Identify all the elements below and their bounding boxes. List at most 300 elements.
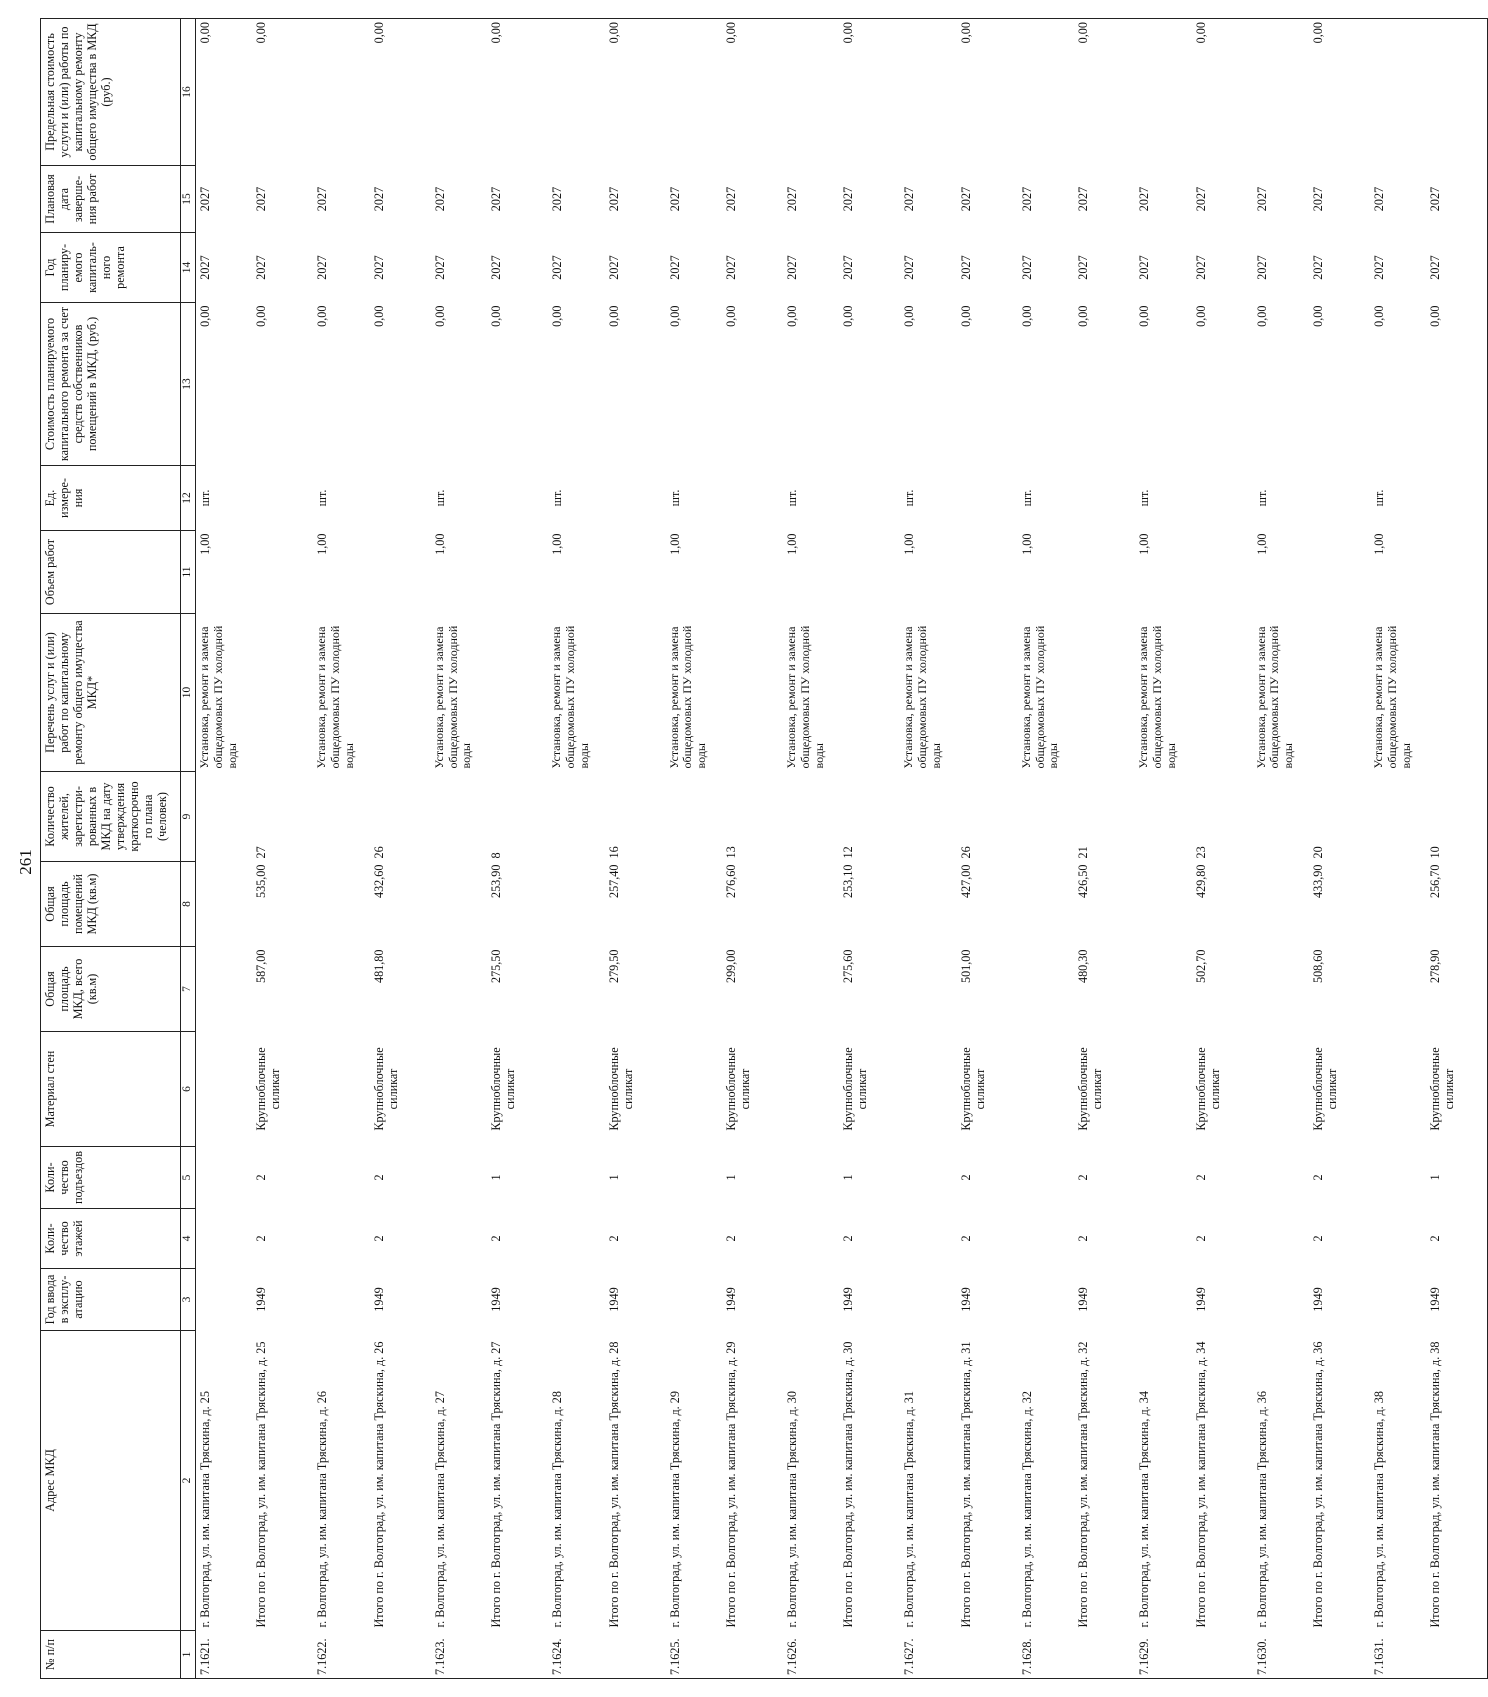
work-description — [475, 614, 548, 772]
work-description: Установка, ремонт и замена общедомовых ПУ холодной воды — [1370, 625, 1413, 769]
table-row — [1135, 19, 1179, 1679]
limit-cost: 0,00 — [1062, 19, 1135, 166]
floors: 2 — [606, 1235, 621, 1242]
end-date: 2027 — [1371, 186, 1386, 212]
repair-year: 2027 — [254, 255, 269, 280]
residents — [783, 772, 827, 862]
wall-material — [783, 1032, 827, 1147]
cost: 0,00 — [667, 305, 682, 327]
work-description: Установка, ремонт и замена общедомовых ПУ холодной воды — [783, 625, 826, 769]
limit-cost — [313, 19, 357, 166]
year-built — [548, 1269, 592, 1331]
address: г. Волгоград, ул. им. капитана Тряскина, д. 32 — [1019, 1391, 1034, 1628]
area-rooms: 257,40 — [606, 864, 621, 899]
unit: шт. — [667, 489, 682, 507]
work-volume: 1,00 — [315, 533, 330, 555]
limit-cost — [1135, 19, 1179, 166]
work-description: Установка, ремонт и замена общедомовых ПУ холодной воды — [431, 625, 474, 769]
end-date: 2027 — [667, 186, 682, 212]
table-row — [313, 19, 357, 1679]
year-built: 1949 — [489, 1287, 504, 1312]
page-number: 261 — [16, 849, 35, 875]
limit-cost: 0,00 — [945, 19, 1018, 166]
entrances — [548, 1147, 592, 1209]
residents: 23 — [1193, 846, 1208, 859]
work-description: Установка, ремонт и замена общедомовых ПУ холодной воды — [901, 625, 943, 769]
residents — [900, 772, 944, 862]
end-date: 2027 — [784, 186, 799, 212]
row-number: 7.1630. — [1253, 1631, 1297, 1679]
area-rooms — [196, 862, 241, 947]
row-number: 7.1626. — [783, 1631, 827, 1679]
unit — [358, 466, 431, 531]
area-rooms — [431, 862, 475, 947]
work-volume — [710, 531, 783, 614]
total-label: Итого по г. Волгоград, ул. им. капитана Тряскина, д. 26 — [371, 1341, 386, 1628]
column-number-5: 5 — [181, 1147, 196, 1209]
unit — [1062, 466, 1135, 531]
repair-year: 2027 — [198, 255, 212, 280]
end-date: 2027 — [371, 186, 386, 212]
work-description — [1414, 614, 1488, 772]
work-description — [240, 614, 313, 772]
area-total — [1370, 947, 1414, 1032]
residents: 16 — [606, 846, 621, 859]
residents — [666, 772, 710, 862]
work-description — [710, 614, 783, 772]
cost: 0,00 — [198, 305, 212, 327]
limit-cost — [1414, 19, 1488, 166]
column-number-14: 14 — [181, 233, 196, 303]
cost: 0,00 — [315, 305, 330, 327]
total-row — [358, 19, 431, 1679]
area-rooms — [1253, 862, 1297, 947]
limit-cost — [1253, 19, 1297, 166]
repair-year: 2027 — [958, 255, 973, 280]
row-number: 7.1624. — [548, 1631, 592, 1679]
work-volume — [1062, 531, 1135, 614]
address: г. Волгоград, ул. им. капитана Тряскина, д. 31 — [902, 1391, 917, 1628]
wall-material — [431, 1032, 475, 1147]
cost: 0,00 — [1193, 305, 1208, 327]
limit-cost: 0,00 — [358, 19, 431, 166]
wall-material: Крупноблочные силикат — [489, 1047, 518, 1131]
cost: 0,00 — [1310, 305, 1325, 327]
area-total: 501,00 — [958, 949, 973, 984]
entrances: 2 — [254, 1174, 269, 1181]
total-label: Итого по г. Волгоград, ул. им. капитана Тряскина, д. 38 — [1414, 1331, 1488, 1631]
entrances — [1135, 1147, 1179, 1209]
column-number-13: 13 — [181, 303, 196, 466]
limit-cost — [548, 19, 592, 166]
limit-cost — [1370, 19, 1414, 166]
repair-year: 2027 — [902, 255, 917, 280]
end-date: 2027 — [1254, 186, 1269, 212]
residents: 12 — [841, 846, 856, 859]
wall-material — [666, 1032, 710, 1147]
column-header-1: № п/п — [41, 1631, 181, 1679]
total-row — [710, 19, 783, 1679]
floors — [666, 1209, 710, 1269]
total-label: Итого по г. Волгоград, ул. им. капитана Тряскина, д. 34 — [1193, 1341, 1208, 1628]
area-rooms: 276,60 — [723, 864, 738, 899]
end-date: 2027 — [1414, 166, 1488, 233]
column-number-15: 15 — [181, 166, 196, 233]
unit: шт. — [1137, 489, 1152, 507]
residents — [1018, 772, 1062, 862]
year-built: 1949 — [1193, 1287, 1208, 1312]
repair-year: 2027 — [784, 255, 799, 280]
limit-cost: 0,00 — [196, 19, 241, 166]
floors — [783, 1209, 827, 1269]
wall-material: Крупноблочные силикат — [1310, 1047, 1339, 1131]
residents — [1253, 772, 1297, 862]
cost: 0,00 — [550, 305, 565, 327]
cost: 0,00 — [1254, 305, 1269, 327]
wall-material: Крупноблочные силикат — [841, 1047, 870, 1131]
year-built: 1949 — [606, 1287, 621, 1312]
row-number: 7.1623. — [431, 1631, 475, 1679]
work-volume — [945, 531, 1018, 614]
wall-material: Крупноблочные силикат — [371, 1047, 400, 1131]
column-number-8: 8 — [181, 862, 196, 947]
residents: 13 — [723, 846, 738, 859]
unit: шт. — [198, 489, 212, 507]
entrances: 1 — [1414, 1147, 1488, 1209]
residents — [548, 772, 592, 862]
year-built: 1949 — [723, 1287, 738, 1312]
unit: шт. — [902, 489, 917, 507]
column-header-15: Плановая дата заверше-ния работ — [41, 166, 181, 233]
cost: 0,00 — [841, 305, 856, 327]
area-total — [431, 947, 475, 1032]
entrances — [1370, 1147, 1414, 1209]
unit: шт. — [432, 489, 447, 507]
row-number — [240, 1631, 313, 1679]
year-built: 1949 — [254, 1287, 269, 1312]
area-total: 299,00 — [723, 949, 738, 984]
limit-cost: 0,00 — [475, 19, 548, 166]
repair-year: 2027 — [1019, 255, 1034, 280]
row-number: 7.1628. — [1018, 1631, 1062, 1679]
wall-material — [1135, 1032, 1179, 1147]
header-row — [41, 19, 181, 1679]
floors: 2 — [958, 1235, 973, 1242]
residents — [196, 772, 241, 862]
year-built: 1949 — [371, 1287, 386, 1312]
row-number — [1297, 1631, 1370, 1679]
column-header-14: Год планиру-емого капиталь-ного ремонта — [41, 233, 181, 303]
entrances: 2 — [1076, 1174, 1091, 1181]
end-date: 2027 — [432, 186, 447, 212]
unit — [475, 466, 548, 531]
entrances — [431, 1147, 475, 1209]
work-volume: 1,00 — [1254, 533, 1269, 555]
floors — [196, 1209, 241, 1269]
floors — [1253, 1209, 1297, 1269]
limit-cost — [900, 19, 944, 166]
year-built — [1135, 1269, 1179, 1331]
address: г. Волгоград, ул. им. капитана Тряскина, д. 27 — [432, 1391, 447, 1628]
year-built — [431, 1269, 475, 1331]
area-rooms: 253,90 — [489, 864, 504, 899]
area-total — [1018, 947, 1062, 1032]
work-volume: 1,00 — [550, 533, 565, 555]
repair-year: 2027 — [1193, 255, 1208, 280]
row-number: 7.1622. — [313, 1631, 357, 1679]
entrances — [196, 1147, 241, 1209]
year-built: 1949 — [958, 1287, 973, 1312]
area-rooms: 535,00 — [254, 864, 269, 899]
row-number: 7.1625. — [666, 1631, 710, 1679]
end-date: 2027 — [1193, 186, 1208, 212]
table-row — [548, 19, 592, 1679]
work-description — [1297, 614, 1370, 772]
limit-cost — [1018, 19, 1062, 166]
end-date: 2027 — [841, 186, 856, 212]
cost: 0,00 — [489, 305, 504, 327]
row-number: 7.1621. — [196, 1631, 241, 1679]
row-number: 7.1629. — [1135, 1631, 1179, 1679]
work-description — [827, 614, 900, 772]
total-label: Итого по г. Волгоград, ул. им. капитана Тряскина, д. 25 — [254, 1341, 269, 1628]
year-built — [783, 1269, 827, 1331]
area-total — [900, 947, 944, 1032]
column-header-7: Общая площадь МКД, всего (кв.м) — [41, 947, 181, 1032]
year-built: 1949 — [1310, 1287, 1325, 1312]
table-row — [1018, 19, 1062, 1679]
total-label: Итого по г. Волгоград, ул. им. капитана Тряскина, д. 36 — [1310, 1341, 1325, 1628]
limit-cost — [431, 19, 475, 166]
table-header — [41, 19, 196, 1679]
cost: 0,00 — [1414, 303, 1488, 466]
unit — [710, 466, 783, 531]
work-description — [1180, 614, 1253, 772]
entrances: 1 — [489, 1174, 504, 1181]
wall-material: Крупноблочные силикат — [606, 1047, 635, 1131]
floors: 2 — [723, 1235, 738, 1242]
total-row — [475, 19, 548, 1679]
cost: 0,00 — [784, 305, 799, 327]
wall-material: Крупноблочные силикат — [1414, 1032, 1488, 1147]
column-header-2: Адрес МКД — [41, 1331, 181, 1631]
end-date: 2027 — [606, 186, 621, 212]
floors — [313, 1209, 357, 1269]
end-date: 2027 — [1310, 186, 1325, 212]
work-volume — [475, 531, 548, 614]
floors — [900, 1209, 944, 1269]
limit-cost — [783, 19, 827, 166]
wall-material — [900, 1032, 944, 1147]
area-rooms: 433,90 — [1310, 864, 1325, 899]
work-volume: 1,00 — [1371, 533, 1386, 555]
column-header-11: Объем работ — [41, 531, 181, 614]
entrances — [900, 1147, 944, 1209]
wall-material — [1370, 1032, 1414, 1147]
wall-material — [548, 1032, 592, 1147]
cost: 0,00 — [371, 305, 386, 327]
column-number-1: 1 — [181, 1631, 196, 1679]
work-description: Установка, ремонт и замена общедомовых ПУ холодной воды — [666, 625, 709, 769]
work-volume: 1,00 — [1019, 533, 1034, 555]
entrances: 2 — [958, 1174, 973, 1181]
residents — [1370, 772, 1414, 862]
total-label: Итого по г. Волгоград, ул. им. капитана Тряскина, д. 31 — [958, 1341, 973, 1628]
total-row — [945, 19, 1018, 1679]
address: г. Волгоград, ул. им. капитана Тряскина, д. 28 — [550, 1391, 565, 1628]
year-built — [196, 1269, 241, 1331]
wall-material — [1253, 1032, 1297, 1147]
unit — [1180, 466, 1253, 531]
floors: 2 — [371, 1235, 386, 1242]
column-number-11: 11 — [181, 531, 196, 614]
total-row — [827, 19, 900, 1679]
area-rooms: 426,50 — [1076, 864, 1091, 899]
area-total — [666, 947, 710, 1032]
work-volume: 1,00 — [902, 533, 917, 555]
column-number-9: 9 — [181, 772, 196, 862]
work-volume: 1,00 — [198, 533, 212, 555]
area-total — [1253, 947, 1297, 1032]
entrances: 2 — [1193, 1174, 1208, 1181]
area-rooms: 427,00 — [958, 864, 973, 899]
table-body — [196, 19, 1488, 1679]
row-number — [1180, 1631, 1253, 1679]
unit — [593, 466, 666, 531]
row-number — [827, 1631, 900, 1679]
entrances — [783, 1147, 827, 1209]
limit-cost: 0,00 — [827, 19, 900, 166]
column-header-10: Перечень услуг и (или) работ по капитальному ремонту общего имущества МКД* — [41, 614, 181, 772]
floors: 2 — [254, 1235, 269, 1242]
unit: шт. — [784, 489, 799, 507]
year-built: 1949 — [1076, 1287, 1091, 1312]
work-description: Установка, ремонт и замена общедомовых ПУ холодной воды — [549, 625, 591, 769]
total-label: Итого по г. Волгоград, ул. им. капитана Тряскина, д. 27 — [489, 1341, 504, 1628]
cost: 0,00 — [723, 305, 738, 327]
total-row — [1062, 19, 1135, 1679]
row-number: 7.1631. — [1370, 1631, 1414, 1679]
residents: 8 — [489, 852, 504, 859]
address: г. Волгоград, ул. им. капитана Тряскина, д. 30 — [784, 1391, 799, 1628]
residents: 27 — [254, 846, 269, 859]
area-total: 278,90 — [1414, 947, 1488, 1032]
area-rooms — [1370, 862, 1414, 947]
residents: 20 — [1310, 846, 1325, 859]
table-row — [1370, 19, 1414, 1679]
repair-year: 2027 — [723, 255, 738, 280]
work-description: Установка, ремонт и замена общедомовых ПУ холодной воды — [1018, 625, 1061, 769]
entrances: 1 — [841, 1174, 856, 1181]
table-row — [431, 19, 475, 1679]
end-date: 2027 — [254, 186, 269, 212]
residents: 26 — [958, 846, 973, 859]
repair-year: 2027 — [550, 255, 565, 280]
work-description: Установка, ремонт и замена общедомовых ПУ холодной воды — [314, 625, 356, 769]
area-total: 481,80 — [371, 949, 386, 984]
total-label: Итого по г. Волгоград, ул. им. капитана Тряскина, д. 28 — [606, 1341, 621, 1628]
wall-material: Крупноблочные силикат — [1193, 1047, 1222, 1131]
work-volume — [1414, 531, 1488, 614]
address: г. Волгоград, ул. им. капитана Тряскина, д. 26 — [315, 1391, 330, 1628]
area-rooms — [1018, 862, 1062, 947]
column-header-12: Ед. измере-ния — [41, 466, 181, 531]
cost: 0,00 — [606, 305, 621, 327]
column-header-5: Коли-чество подъездов — [41, 1147, 181, 1209]
wall-material: Крупноблочные силикат — [958, 1047, 987, 1131]
unit — [240, 466, 313, 531]
unit — [1297, 466, 1370, 531]
table-row — [783, 19, 827, 1679]
column-number-16: 16 — [181, 19, 196, 166]
floors — [1018, 1209, 1062, 1269]
address: г. Волгоград, ул. им. капитана Тряскина, д. 34 — [1137, 1391, 1152, 1628]
unit: шт. — [1254, 489, 1269, 507]
floors: 2 — [841, 1235, 856, 1242]
end-date: 2027 — [489, 186, 504, 212]
year-built — [313, 1269, 357, 1331]
work-description: Установка, ремонт и замена общедомовых ПУ холодной воды — [1253, 625, 1296, 769]
work-volume — [1297, 531, 1370, 614]
column-header-6: Материал стен — [41, 1032, 181, 1147]
repair-year: 2027 — [489, 255, 504, 280]
total-row — [1180, 19, 1253, 1679]
limit-cost: 0,00 — [593, 19, 666, 166]
column-number-2: 2 — [181, 1331, 196, 1631]
year-built — [900, 1269, 944, 1331]
column-number-12: 12 — [181, 466, 196, 531]
year-built: 1949 — [1414, 1269, 1488, 1331]
unit — [945, 466, 1018, 531]
area-rooms — [900, 862, 944, 947]
area-rooms: 429,80 — [1193, 864, 1208, 899]
column-number-10: 10 — [181, 614, 196, 772]
limit-cost — [666, 19, 710, 166]
repair-year: 2027 — [606, 255, 621, 280]
repair-year: 2027 — [1371, 255, 1386, 280]
repair-plan-table — [40, 18, 1488, 1679]
table-row — [196, 19, 241, 1679]
year-built — [666, 1269, 710, 1331]
work-volume: 1,00 — [667, 533, 682, 555]
area-total — [548, 947, 592, 1032]
floors — [431, 1209, 475, 1269]
entrances — [1253, 1147, 1297, 1209]
area-rooms — [1135, 862, 1179, 947]
column-header-16: Предельная стоимость услуги и (или) работы по капитальному ремонту общего имущества в МКД (руб.) — [41, 19, 181, 166]
repair-year: 2027 — [1076, 255, 1091, 280]
work-description — [945, 614, 1018, 772]
work-volume — [827, 531, 900, 614]
row-number — [1414, 1631, 1488, 1679]
table-row — [900, 19, 944, 1679]
repair-year: 2027 — [841, 255, 856, 280]
area-total: 480,30 — [1076, 949, 1091, 984]
column-header-9: Количество жителей, зарегистри-рованных в МКД на дату утверждения краткосрочно го плана (человек) — [41, 772, 181, 862]
total-row — [1414, 19, 1488, 1679]
column-number-3: 3 — [181, 1269, 196, 1331]
end-date: 2027 — [1076, 186, 1091, 212]
area-rooms — [783, 862, 827, 947]
address: г. Волгоград, ул. им. капитана Тряскина, д. 36 — [1254, 1391, 1269, 1628]
table-row — [666, 19, 710, 1679]
table-row — [1253, 19, 1297, 1679]
end-date: 2027 — [315, 186, 330, 212]
column-number-row — [181, 19, 196, 1679]
repair-year: 2027 — [1254, 255, 1269, 280]
floors — [548, 1209, 592, 1269]
column-header-4: Коли-чество этажей — [41, 1209, 181, 1269]
